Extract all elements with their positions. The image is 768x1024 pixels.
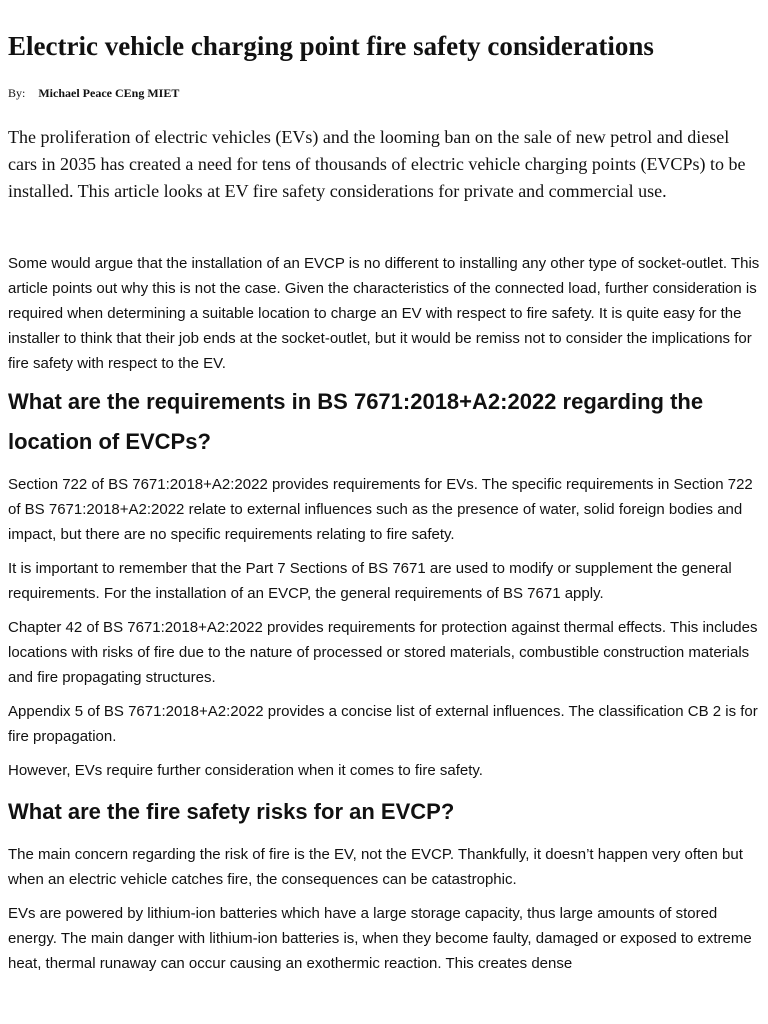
body-paragraph: Chapter 42 of BS 7671:2018+A2:2022 provides requirements for protection against thermal effects. This includes locations with risks of fire due to the nature of processed or stored materials, combustible construction materials and fire propagating structures. [8, 619, 758, 686]
body-paragraph: Appendix 5 of BS 7671:2018+A2:2022 provides a concise list of external influences. The classification CB 2 is for fire propagation. [8, 703, 758, 745]
lead-paragraph: The proliferation of electric vehicles (EVs) and the looming ban on the sale of new petrol and diesel cars in 2035 has created a need for tens of thousands of electric vehicle charging points (EVCPs) to be installed. This article looks at EV fire safety considerations for private and commercial use. [8, 127, 746, 201]
body-paragraph: It is important to remember that the Part 7 Sections of BS 7671 are used to modify or supplement the general requirements. For the installation of an EVCP, the general requirements of BS 7671 apply. [8, 560, 732, 602]
intro-paragraph: Some would argue that the installation of an EVCP is no different to installing any other type of socket-outlet. This article points out why this is not the case. Given the characteristics of the connected load, further consideration is required when determining a suitable location to charge an EV with respect to fire safety. It is quite easy for the installer to think that their job ends at the socket-outlet, but it would be remiss not to consider the implications for fire safety with respect to the EV. [8, 255, 760, 372]
author-name: Michael Peace CEng MIET [38, 86, 180, 100]
section-heading-requirements: What are the requirements in BS 7671:2018+A2:2022 regarding the location of EVCPs? [8, 389, 704, 454]
body-paragraph: The main concern regarding the risk of fire is the EV, not the EVCP. Thankfully, it doesn’t happen very often but when an electric vehicle catches fire, the consequences can be catastrophic. [8, 846, 743, 888]
section-heading-fire-risks: What are the fire safety risks for an EVCP? [8, 799, 455, 824]
body-paragraph: EVs are powered by lithium-ion batteries which have a large storage capacity, thus large amounts of stored energy. The main danger with lithium-ion batteries is, when they become faulty, damaged or exposed to extreme heat, thermal runaway can occur causing an exothermic reaction. This creates dense [8, 905, 752, 972]
article-body [8, 251, 760, 985]
article-title: Electric vehicle charging point fire safety considerations [8, 31, 654, 61]
byline [8, 86, 179, 101]
byline-label: By: [8, 86, 26, 100]
body-paragraph: However, EVs require further consideration when it comes to fire safety. [8, 762, 483, 779]
body-paragraph: Section 722 of BS 7671:2018+A2:2022 provides requirements for EVs. The specific requirements in Section 722 of BS 7671:2018+A2:2022 relate to external influences such as the presence of water, solid foreign bodies and impact, but there are no specific requirements relating to fire safety. [8, 476, 753, 543]
